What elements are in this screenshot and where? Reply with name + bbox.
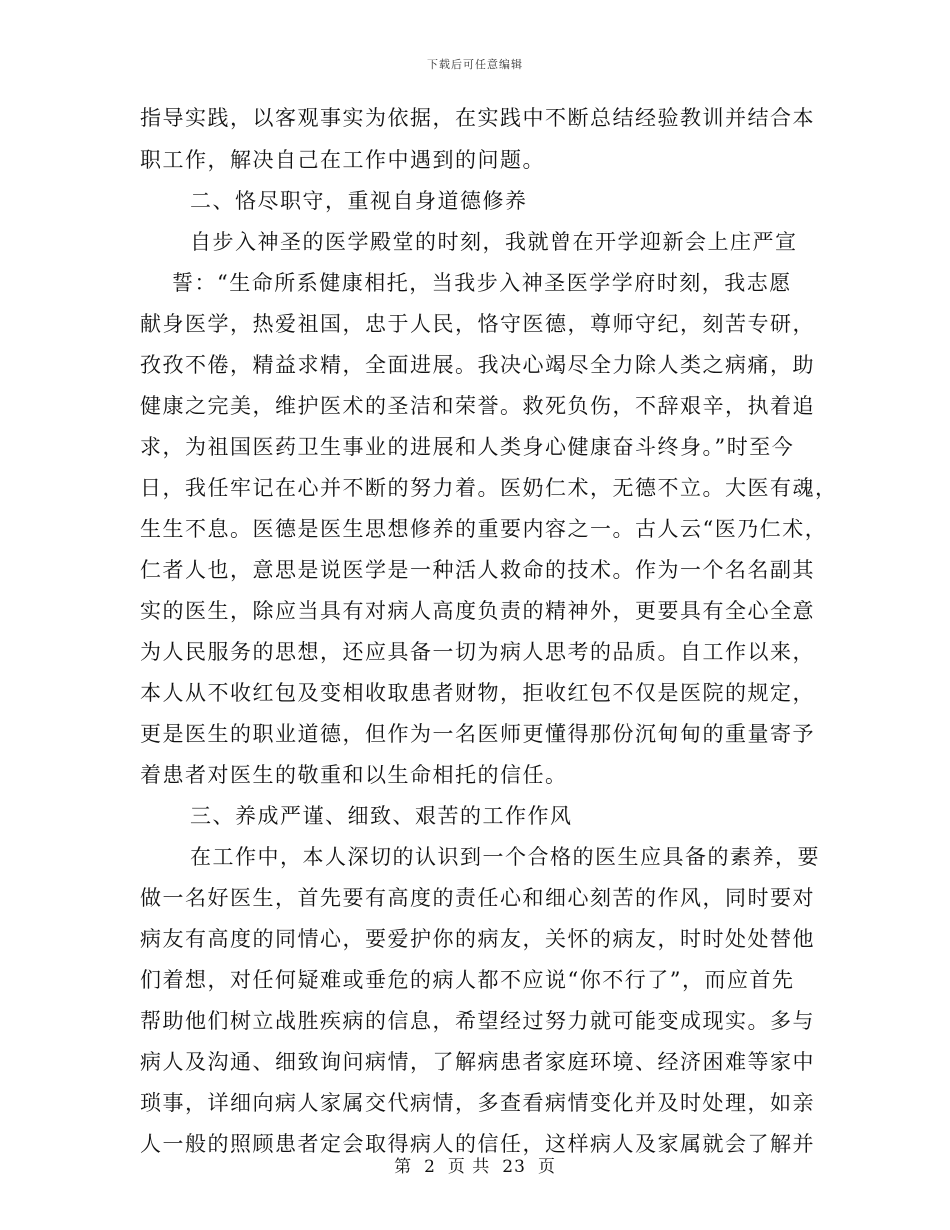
page-number-footer (0, 1152, 950, 1177)
body-line: 献身医学，热爱祖国，忠于人民，恪守医德，尊师守纪，刻苦专研， (140, 312, 815, 336)
body-line: 自步入神圣的医学殿堂的时刻，我就曾在开学迎新会上庄严宣 (190, 230, 798, 254)
body-line: 做一名好医生，首先要有高度的责任心和细心刻苦的作风，同时要对 (140, 886, 815, 910)
body-line: 本人从不收红包及变相收取患者财物，拒收红包不仅是医院的规定， (140, 681, 815, 705)
section-heading: 二、恪尽职守，重视自身道德修养 (190, 189, 528, 213)
body-line: 仁者人也，意思是说医学是一种活人救命的技术。作为一个名名副其 (140, 558, 815, 582)
body-line: 着患者对医生的敬重和以生命相托的信任。 (140, 763, 568, 787)
section-heading: 三、养成严谨、细致、艰苦的工作作风 (190, 804, 573, 828)
body-line: 实的医生，除应当具有对病人高度负责的精神外，更要具有全心全意 (140, 599, 815, 623)
body-line: 求，为祖国医药卫生事业的进展和人类身心健康奋斗终身。”时至今 (140, 435, 795, 459)
body-line: 孜孜不倦，精益求精，全面进展。我决心竭尽全力除人类之病痛，助 (140, 353, 815, 377)
body-line: 健康之完美，维护医术的圣洁和荣誉。救死负伤，不辞艰辛，执着追 (140, 394, 815, 418)
body-line: 病友有高度的同情心，要爱护你的病友，关怀的病友，时时处处替他 (140, 927, 815, 951)
header-note: 下载后可任意编辑 (427, 58, 523, 71)
body-line: 病人及沟通、细致询问病情，了解病患者家庭环境、经济困难等家中 (140, 1050, 815, 1074)
current-page-number: 2 (424, 1157, 436, 1177)
footer-suffix: 页 (537, 1157, 556, 1177)
body-line: 生生不息。医德是医生思想修养的重要内容之一。古人云“医乃仁术， (140, 517, 828, 541)
body-line: 誓：“生命所系健康相托，当我步入神圣医学学府时刻，我志愿 (172, 271, 792, 295)
body-line: 在工作中，本人深切的认识到一个合格的医生应具备的素养，要 (190, 845, 820, 869)
body-line: 帮助他们树立战胜疾病的信息，希望经过努力就可能变成现实。多与 (140, 1009, 815, 1033)
total-page-count: 23 (502, 1157, 526, 1177)
body-line: 为人民服务的思想，还应具备一切为病人思考的品质。自工作以来， (140, 640, 815, 664)
body-line: 职工作，解决自己在工作中遇到的问题。 (140, 148, 545, 172)
footer-prefix: 第 (394, 1157, 413, 1177)
footer-middle: 页 共 (447, 1157, 491, 1177)
body-line: 们着想，对任何疑难或垂危的病人都不应说“你不行了”，而应首先 (140, 968, 795, 992)
body-line: 日，我任牢记在心并不断的努力着。医奶仁术，无德不立。大医有魂， (140, 476, 838, 500)
body-line: 人一般的照顾患者定会取得病人的信任，这样病人及家属就会了解并 (140, 1132, 815, 1156)
body-line: 更是医生的职业道德，但作为一名医师更懂得那份沉甸甸的重量寄予 (140, 722, 815, 746)
body-line: 琐事，详细向病人家属交代病情，多查看病情变化并及时处理，如亲 (140, 1091, 815, 1115)
body-line: 指导实践，以客观事实为依据，在实践中不断总结经验教训并结合本 (140, 106, 815, 130)
